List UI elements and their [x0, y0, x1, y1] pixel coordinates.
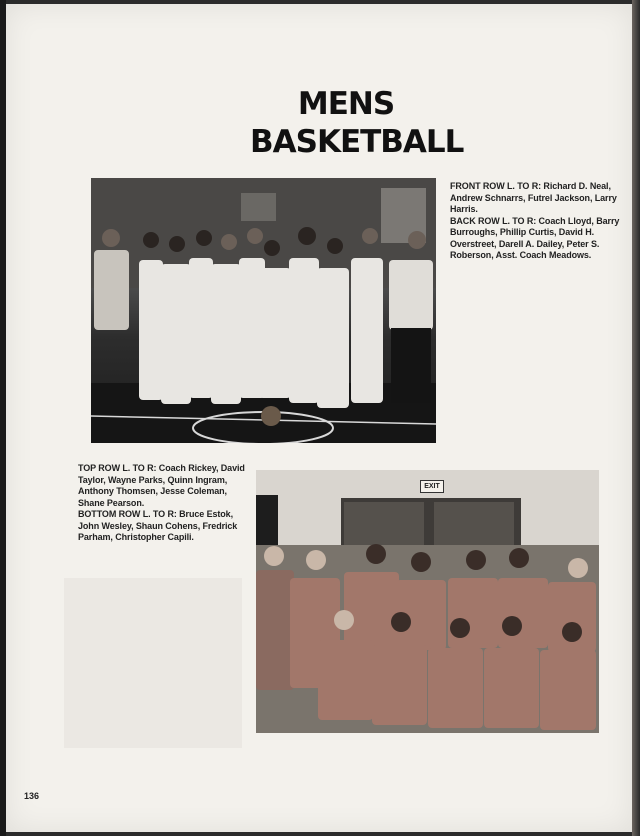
blank-photo-area — [64, 578, 242, 748]
caption-top-photo — [450, 181, 620, 262]
team-photo-bottom — [256, 470, 599, 733]
page-title-line-1: MENS — [297, 86, 395, 122]
caption-bottom-row: BOTTOM ROW L. TO R: Bruce Estok, John Wesley, Shaun Cohens, Fredrick Parham, Christopher Capili. — [78, 509, 238, 542]
page-right-edge — [632, 0, 640, 836]
caption-bottom-photo — [78, 463, 248, 544]
team-photo-top-drawing — [91, 178, 436, 443]
exit-sign: EXIT — [420, 480, 444, 493]
caption-top-row: TOP ROW L. TO R: Coach Rickey, David Taylor, Wayne Parks, Quinn Ingram, Anthony Thomsen, Jesse Coleman, Shane Pearson. — [78, 463, 245, 508]
caption-back-row: BACK ROW L. TO R: Coach Lloyd, Barry Burroughs, Phillip Curtis, David H. Overstreet, Darell A. Dailey, Peter S. Roberson, Asst. Coach Meadows. — [450, 215, 620, 260]
team-photo-top — [91, 178, 436, 443]
page-title-line-2: BASKETBALL — [250, 124, 464, 160]
caption-front-row: FRONT ROW L. TO R: Richard D. Neal, Andrew Schnarrs, Futrel Jackson, Larry Harris. — [450, 181, 617, 214]
page-number: 136 — [24, 791, 40, 801]
team-photo-bottom-drawing — [256, 470, 599, 733]
